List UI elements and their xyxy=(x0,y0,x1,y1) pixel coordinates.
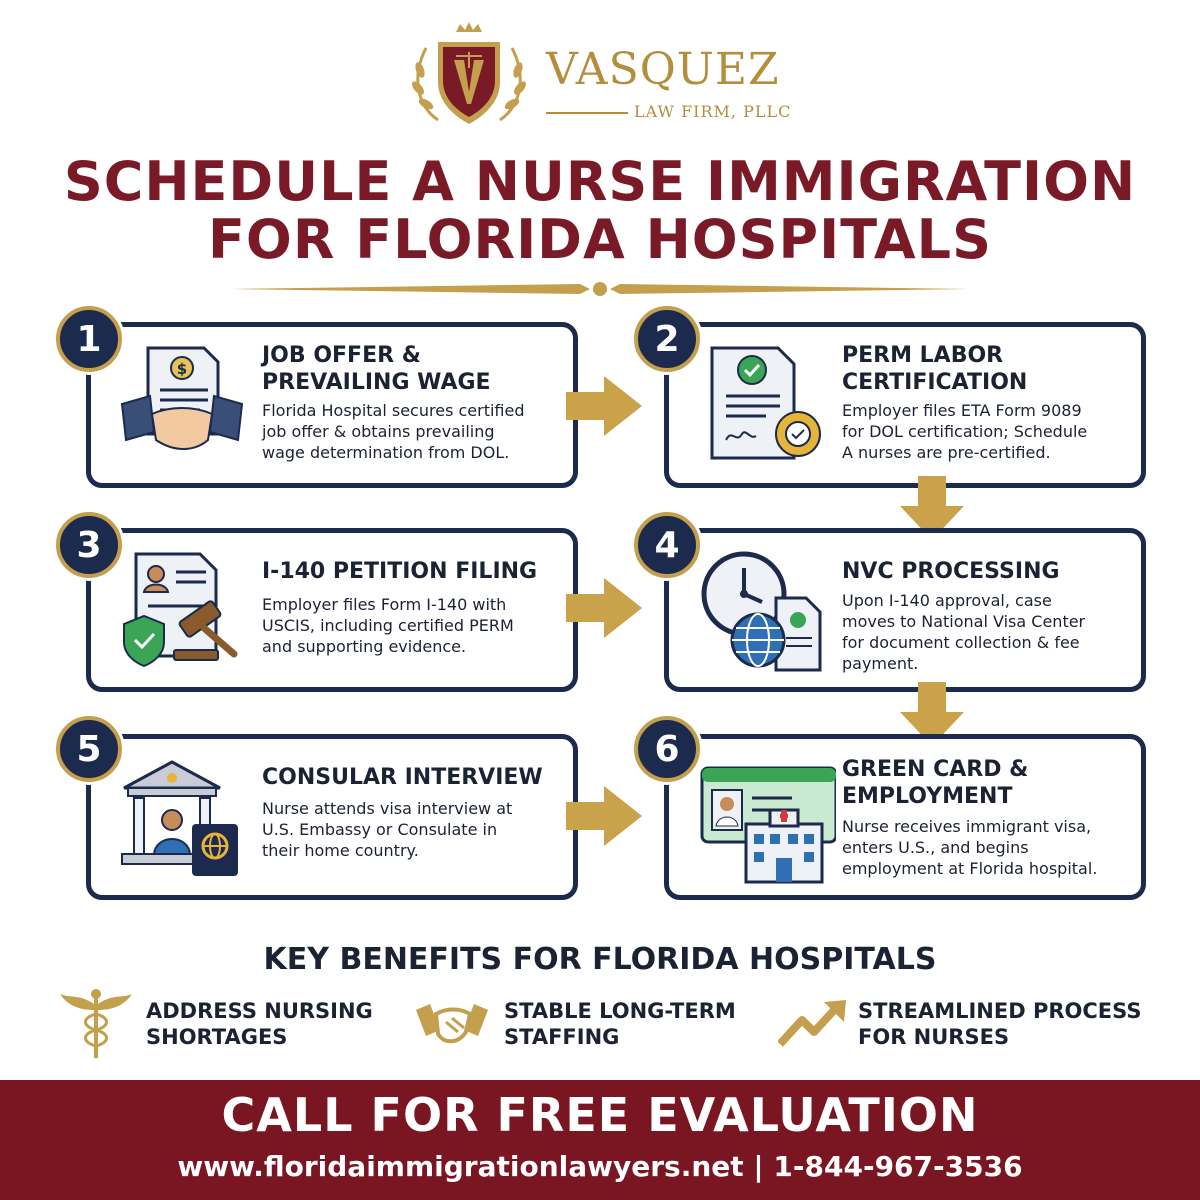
step-desc-2: Employer files ETA Form 9089 for DOL certification; Schedule A nurses are pre-certified. xyxy=(842,401,1088,462)
step-title-3: I-140 PETITION FILING xyxy=(262,559,538,584)
step-number-badge-1: 1 xyxy=(56,306,122,372)
step-number-badge-2: 2 xyxy=(634,306,700,372)
embassy-passport-icon xyxy=(120,758,244,878)
step-number-badge-4: 4 xyxy=(634,512,700,578)
right-arrow-icon xyxy=(566,786,642,846)
green-card-hospital-icon xyxy=(700,764,836,884)
step-desc-5: Nurse attends visa interview at U.S. Embassy or Consulate in their home country. xyxy=(262,799,513,860)
page-title-line-1: SCHEDULE A NURSE IMMIGRATION xyxy=(63,150,1137,213)
right-arrow-icon xyxy=(566,376,642,436)
law-firm-crest-logo xyxy=(408,20,530,132)
step-desc-1: Florida Hospital secures certified job offer & obtains prevailing wage determination from DOL. xyxy=(262,401,525,462)
brand-subtitle: LAW FIRM, PLLC xyxy=(634,102,792,121)
step-desc-3: Employer files Form I-140 with USCIS, including certified PERM and supporting evidence. xyxy=(262,595,514,656)
trend-up-arrow-icon xyxy=(778,998,848,1048)
contact-line[interactable]: www.floridaimmigrationlawyers.net | 1-844-967-3536 xyxy=(177,1150,1023,1183)
step-number-badge-3: 3 xyxy=(56,512,122,578)
step-title-1: JOB OFFER & PREVAILING WAGE xyxy=(262,343,491,395)
step-desc-6: Nurse receives immigrant visa, enters U.S., and begins employment at Florida hospital. xyxy=(842,817,1098,878)
benefit-label-2: STABLE LONG-TERM STAFFING xyxy=(504,999,736,1049)
benefits-heading: KEY BENEFITS FOR FLORIDA HOSPITALS xyxy=(263,942,937,977)
benefit-label-1: ADDRESS NURSING SHORTAGES xyxy=(146,999,373,1049)
handshake-document-icon xyxy=(120,344,244,464)
step-title-5: CONSULAR INTERVIEW xyxy=(262,765,543,790)
call-to-action: CALL FOR FREE EVALUATION xyxy=(221,1088,979,1142)
clock-globe-icon xyxy=(700,550,828,674)
petition-gavel-icon xyxy=(120,550,244,670)
step-number-badge-6: 6 xyxy=(634,716,700,782)
step-number-badge-5: 5 xyxy=(56,716,122,782)
step-title-2: PERM LABOR CERTIFICATION xyxy=(842,343,1028,395)
step-title-4: NVC PROCESSING xyxy=(842,559,1060,584)
title-divider xyxy=(230,276,970,302)
step-title-6: GREEN CARD & EMPLOYMENT xyxy=(842,757,1029,809)
brand-rule xyxy=(546,112,628,114)
svg-text:$: $ xyxy=(176,360,188,378)
caduceus-icon xyxy=(60,988,132,1060)
brand-name: VASQUEZ xyxy=(546,44,780,95)
right-arrow-icon xyxy=(566,578,642,638)
page-title-line-2: FOR FLORIDA HOSPITALS xyxy=(208,208,992,271)
benefit-label-3: STREAMLINED PROCESS FOR NURSES xyxy=(858,999,1142,1049)
handshake-icon xyxy=(414,996,490,1052)
step-desc-4: Upon I-140 approval, case moves to National Visa Center for document collection & fee payment. xyxy=(842,591,1086,673)
certificate-gear-icon xyxy=(706,344,830,464)
